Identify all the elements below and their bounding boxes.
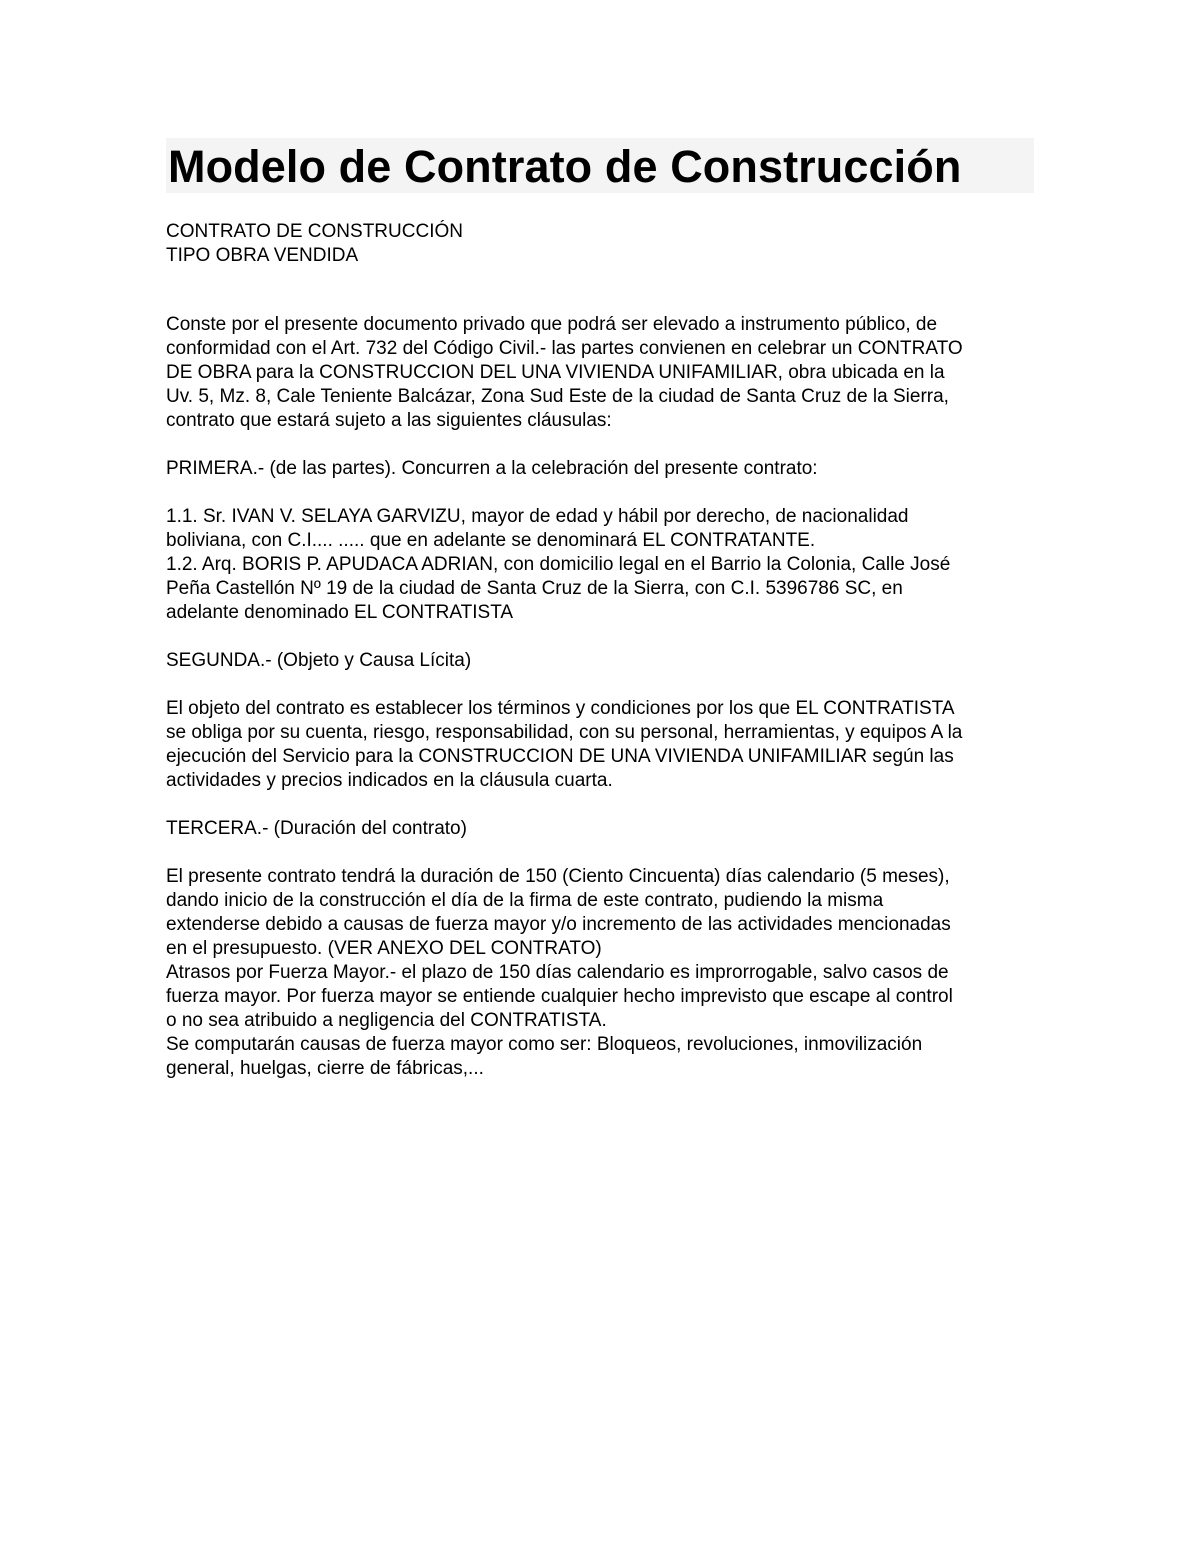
clause-segunda-heading: SEGUNDA.- (Objeto y Causa Lícita) bbox=[166, 650, 472, 671]
intro-paragraph: Conste por el presente documento privado que podrá ser elevado a instrumento público, de conformidad con el Art. 732 del Código Civil.- las partes convienen en celebrar un CONTRATO DE OBRA para la CONSTRUCCION DEL UNA VIVIENDA UNIFAMILIAR, obra ubicada en la Uv. 5, Mz. 8, Cale Teniente Balcázar, Zona Sud Este de la ciudad de Santa Cruz de la Sierra, contrato que estará sujeto a las siguientes cláusulas: bbox=[166, 314, 963, 431]
spacer bbox=[166, 481, 1034, 505]
heading-line-1: CONTRATO DE CONSTRUCCIÓN bbox=[166, 221, 463, 242]
document-page bbox=[166, 138, 1034, 1081]
spacer bbox=[166, 673, 1034, 697]
contract-heading bbox=[166, 220, 1034, 268]
clause-primera-heading: PRIMERA.- (de las partes). Concurren a la celebración del presente contrato: bbox=[166, 458, 818, 479]
clause-segunda-body: El objeto del contrato es establecer los términos y condiciones por los que EL CONTRATISTA se obliga por su cuenta, riesgo, responsabilidad, con su personal, herramientas, y equipos A la ejecución del Servicio para la CONSTRUCCION DE UNA VIVIENDA UNIFAMILIAR según las actividades y precios indicados en la cláusula cuarta. bbox=[166, 698, 963, 791]
clause-tercera-heading: TERCERA.- (Duración del contrato) bbox=[166, 818, 467, 839]
document-body bbox=[166, 268, 1034, 1081]
spacer bbox=[166, 841, 1034, 865]
clause-primera-body: 1.1. Sr. IVAN V. SELAYA GARVIZU, mayor de edad y hábil por derecho, de nacionalidad boliviana, con C.I.... ..... que en adelante se denominará EL CONTRATANTE. 1.2. Arq. BORIS P. APUDACA ADRIAN, con domicilio legal en el Barrio la Colonia, Calle José Peña Castellón Nº 19 de la ciudad de Santa Cruz de la Sierra, con C.I. 5396786 SC, en adelante denominado EL CONTRATISTA bbox=[166, 506, 951, 623]
document-title: Modelo de Contrato de Construcción bbox=[168, 141, 962, 192]
spacer bbox=[166, 268, 1034, 313]
spacer bbox=[166, 625, 1034, 649]
heading-line-2: TIPO OBRA VENDIDA bbox=[166, 245, 359, 266]
title-band bbox=[166, 138, 1034, 193]
spacer bbox=[166, 433, 1034, 457]
spacer bbox=[166, 793, 1034, 817]
clause-tercera-body: El presente contrato tendrá la duración de 150 (Ciento Cincuenta) días calendario (5 meses), dando inicio de la construcción el día de la firma de este contrato, pudiendo la misma extenderse debido a causas de fuerza mayor y/o incremento de las actividades mencionadas en el presupuesto. (VER ANEXO DEL CONTRATO) Atrasos por Fuerza Mayor.- el plazo de 150 días calendario es improrrogable, salvo casos de fuerza mayor. Por fuerza mayor se entiende cualquier hecho imprevisto que escape al control o no sea atribuido a negligencia del CONTRATISTA. Se computarán causas de fuerza mayor como ser: Bloqueos, revoluciones, inmovilización general, huelgas, cierre de fábricas,... bbox=[166, 866, 953, 1079]
